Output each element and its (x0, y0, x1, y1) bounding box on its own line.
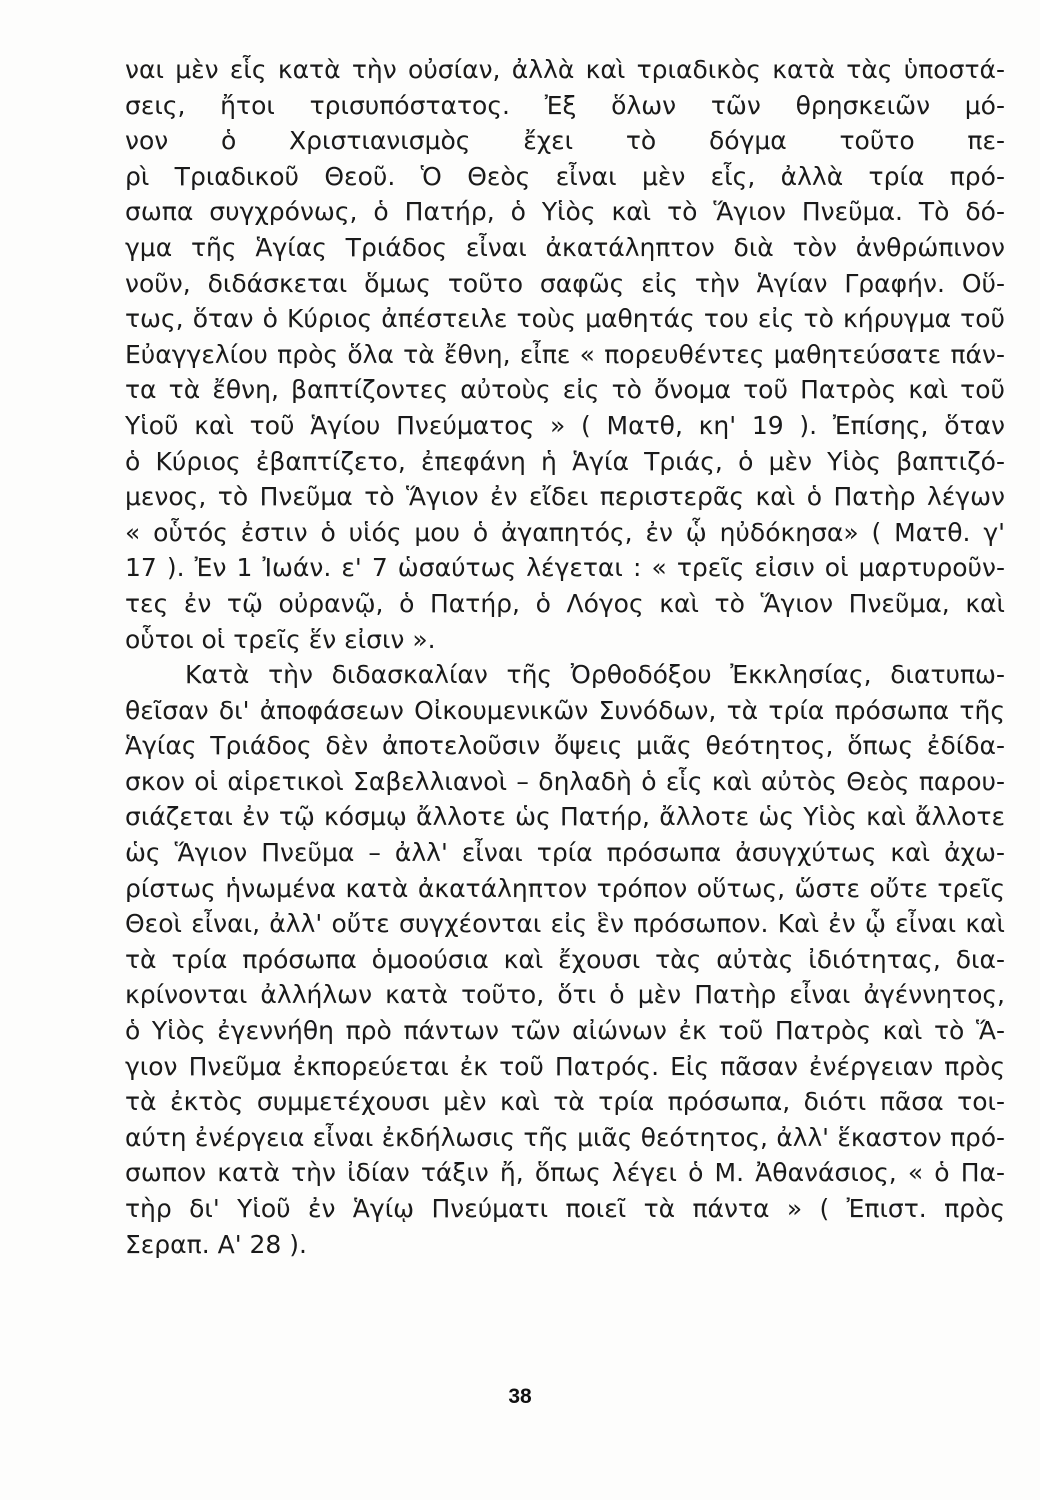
text-line: γιον Πνεῦμα ἐκπορεύεται ἐκ τοῦ Πατρός. Εἰς πᾶσαν ἐνέργειαν πρὸς (125, 1051, 1005, 1081)
text-line: ὡς Ἅγιον Πνεῦμα – ἀλλ' εἶναι τρία πρόσωπα ἀσυγχύτως καὶ ἀχω- (125, 838, 1005, 868)
text-line: ρὶ Τριαδικοῦ Θεοῦ. Ὁ Θεὸς εἶναι μὲν εἷς, ἀλλὰ τρία πρό- (125, 161, 1005, 191)
text-line: κρίνονται ἀλλήλων κατὰ τοῦτο, ὅτι ὁ μὲν Πατὴρ εἶναι ἀγέννητος, (125, 980, 1005, 1010)
text-line: 17 ). Ἐν 1 Ἰωάν. ε' 7 ὡσαύτως λέγεται : « τρεῖς εἰσιν οἱ μαρτυροῦν- (125, 553, 1005, 583)
text-line: Υἱοῦ καὶ τοῦ Ἁγίου Πνεύματος » ( Ματθ, κη' 19 ). Ἐπίσης, ὅταν (125, 410, 1005, 440)
paragraph-first-line: Κατὰ τὴν διδασκαλίαν τῆς Ὀρθοδόξου Ἐκκλησίας, διατυπω- (185, 660, 1005, 690)
text-line: αύτη ἐνέργεια εἶναι ἐκδήλωσις τῆς μιᾶς θεότητος, ἀλλ' ἕκαστον πρό- (125, 1122, 1005, 1152)
text-line: νοῦν, διδάσκεται ὅμως τοῦτο σαφῶς εἰς τὴν Ἁγίαν Γραφήν. Οὕ- (125, 268, 1005, 298)
text-line: σωπον κατὰ τὴν ἰδίαν τάξιν ἤ, ὅπως λέγει ὁ Μ. Ἀθανάσιος, « ὁ Πα- (125, 1158, 1005, 1188)
text-line: σιάζεται ἐν τῷ κόσμῳ ἄλλοτε ὡς Πατήρ, ἄλλοτε ὡς Υἱὸς καὶ ἄλλοτε (125, 802, 1005, 832)
text-line: Ἁγίας Τριάδος δὲν ἀποτελοῦσιν ὄψεις μιᾶς θεότητος, ὅπως ἐδίδα- (125, 731, 1005, 761)
text-line: τὰ ἐκτὸς συμμετέχουσι μὲν καὶ τὰ τρία πρόσωπα, διότι πᾶσα τοι- (125, 1087, 1005, 1117)
text-line: Θεοὶ εἶναι, ἀλλ' οὔτε συγχέονται εἰς ἓν πρόσωπον. Καὶ ἐν ᾧ εἶναι καὶ (125, 909, 1005, 939)
page-number: 38 (508, 1385, 532, 1408)
text-line: μενος, τὸ Πνεῦμα τὸ Ἅγιον ἐν εἴδει περιστερᾶς καὶ ὁ Πατὴρ λέγων (125, 482, 1005, 512)
text-line: ὁ Κύριος ἐβαπτίζετο, ἐπεφάνη ἡ Ἁγία Τριάς, ὁ μὲν Υἱὸς βαπτιζό- (125, 446, 1005, 476)
text-line: Εὐαγγελίου πρὸς ὅλα τὰ ἔθνη, εἶπε « πορευθέντες μαθητεύσατε πάν- (125, 339, 1005, 369)
text-line: ρίστως ἡνωμένα κατὰ ἀκατάληπτον τρόπον οὕτως, ὥστε οὔτε τρεῖς (125, 873, 1005, 903)
text-line: τὴρ δι' Υἱοῦ ἐν Ἁγίῳ Πνεύματι ποιεῖ τὰ πάντα » ( Ἐπιστ. πρὸς (125, 1194, 1005, 1223)
text-line: Σεραπ. Α' 28 ). (125, 1229, 307, 1259)
text-line: τὰ τρία πρόσωπα ὁμοούσια καὶ ἔχουσι τὰς αὐτὰς ἰδιότητας, δια- (125, 944, 1005, 974)
text-line: οὗτοι οἱ τρεῖς ἕν εἰσιν ». (125, 624, 436, 654)
text-line: σωπα συγχρόνως, ὁ Πατήρ, ὁ Υἱὸς καὶ τὸ Ἅγιον Πνεῦμα. Τὸ δό- (125, 197, 1005, 227)
text-line: τως, ὅταν ὁ Κύριος ἀπέστειλε τοὺς μαθητάς του εἰς τὸ κήρυγμα τοῦ (125, 304, 1005, 334)
text-line: θεῖσαν δι' ἀποφάσεων Οἰκουμενικῶν Συνόδων, τὰ τρία πρόσωπα τῆς (125, 695, 1005, 725)
text-line: σκον οἱ αἱρετικοὶ Σαβελλιανοὶ – δηλαδὴ ὁ εἷς καὶ αὐτὸς Θεὸς παρου- (125, 766, 1005, 796)
text-line: γμα τῆς Ἁγίας Τριάδος εἶναι ἀκατάληπτον διὰ τὸν ἀνθρώπινον (125, 232, 1005, 262)
text-line: νον ὁ Χριστιανισμὸς ἔχει τὸ δόγμα τοῦτο πε- (125, 126, 1005, 156)
text-line: τες ἐν τῷ οὐρανῷ, ὁ Πατήρ, ὁ Λόγος καὶ τὸ Ἅγιον Πνεῦμα, καὶ (125, 588, 1005, 618)
text-line: τα τὰ ἔθνη, βαπτίζοντες αὐτοὺς εἰς τὸ ὄνομα τοῦ Πατρὸς καὶ τοῦ (125, 375, 1005, 405)
text-line: « οὗτός ἐστιν ὁ υἱός μου ὁ ἀγαπητός, ἐν ᾧ ηὐδόκησα» ( Ματθ. γ' (125, 517, 1005, 547)
text-line: σεις, ἤτοι τρισυπόστατος. Ἐξ ὅλων τῶν θρησκειῶν μό- (125, 90, 1005, 120)
text-line: ναι μὲν εἷς κατὰ τὴν οὐσίαν, ἀλλὰ καὶ τριαδικὸς κατὰ τὰς ὑποστά- (125, 55, 1005, 84)
text-line: ὁ Υἱὸς ἐγεννήθη πρὸ πάντων τῶν αἰώνων ἐκ τοῦ Πατρὸς καὶ τὸ Ἅ- (125, 1016, 1005, 1046)
body-text (125, 52, 1005, 1262)
